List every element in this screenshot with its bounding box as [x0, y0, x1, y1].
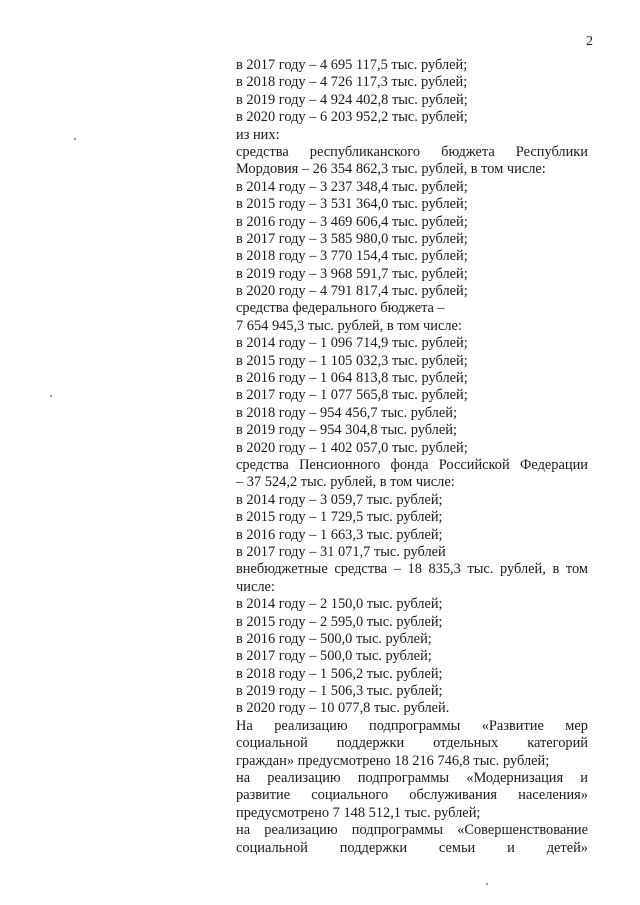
text-line: на реализацию подпрограммы «Совершенствование — [236, 822, 588, 839]
text-line: средства Пенсионного фонда Российской Федерации — [236, 456, 588, 473]
text-line: средства федерального бюджета – — [236, 300, 445, 317]
text-line: в 2015 году – 3 531 364,0 тыс. рублей; — [236, 196, 468, 213]
text-line: в 2016 году – 1 663,3 тыс. рублей; — [236, 526, 443, 543]
text-line: предусмотрено 7 148 512,1 тыс. рублей; — [236, 804, 481, 821]
text-line: в 2018 году – 4 726 117,3 тыс. рублей; — [236, 74, 468, 91]
text-line: на реализацию подпрограммы «Модернизация и — [236, 770, 588, 787]
text-line: в 2017 году – 1 077 565,8 тыс. рублей; — [236, 387, 468, 404]
text-line: Мордовия – 26 354 862,3 тыс. рублей, в том числе: — [236, 161, 546, 178]
text-line: социальной поддержки семьи и детей» — [236, 839, 588, 856]
text-line: – 37 524,2 тыс. рублей, в том числе: — [236, 474, 455, 491]
scan-speck — [74, 138, 76, 140]
text-line: в 2015 году – 1 105 032,3 тыс. рублей; — [236, 352, 468, 369]
text-line: в 2015 году – 2 595,0 тыс. рублей; — [236, 613, 443, 630]
text-line: развитие социального обслуживания населения» — [236, 787, 588, 804]
text-line: в 2017 году – 31 071,7 тыс. рублей — [236, 543, 446, 560]
text-line: в 2014 году – 3 237 348,4 тыс. рублей; — [236, 178, 468, 195]
text-line: в 2017 году – 4 695 117,5 тыс. рублей; — [236, 57, 468, 73]
text-line: в 2018 году – 1 506,2 тыс. рублей; — [236, 665, 443, 682]
text-line: в 2016 году – 3 469 606,4 тыс. рублей; — [236, 213, 468, 230]
text-line: в 2014 году – 1 096 714,9 тыс. рублей; — [236, 335, 468, 352]
text-line: граждан» предусмотрено 18 216 746,8 тыс. рублей; — [236, 752, 550, 769]
text-line: в 2019 году – 4 924 402,8 тыс. рублей; — [236, 91, 468, 108]
text-line: средства республиканского бюджета Республики — [236, 143, 588, 160]
text-line: в 2015 году – 1 729,5 тыс. рублей; — [236, 509, 443, 526]
text-line: в 2018 году – 954 456,7 тыс. рублей; — [236, 404, 457, 421]
text-line: в 2018 году – 3 770 154,4 тыс. рублей; — [236, 248, 468, 265]
text-line: в 2014 году – 2 150,0 тыс. рублей; — [236, 596, 443, 613]
text-line: На реализацию подпрограммы «Развитие мер — [236, 717, 588, 734]
text-line: в 2017 году – 500,0 тыс. рублей; — [236, 648, 432, 665]
text-line: в 2019 году – 954 304,8 тыс. рублей; — [236, 422, 457, 439]
scan-speck — [486, 883, 488, 885]
text-line: в 2020 году – 1 402 057,0 тыс. рублей; — [236, 439, 468, 456]
text-line: в 2016 году – 1 064 813,8 тыс. рублей; — [236, 370, 468, 387]
text-line: в 2017 году – 3 585 980,0 тыс. рублей; — [236, 230, 468, 247]
text-line: числе: — [236, 578, 275, 595]
page-number: 2 — [586, 34, 593, 49]
text-line: в 2019 году – 3 968 591,7 тыс. рублей; — [236, 265, 468, 282]
text-line: в 2016 году – 500,0 тыс. рублей; — [236, 630, 432, 647]
text-line: из них: — [236, 126, 280, 143]
text-line: в 2020 году – 4 791 817,4 тыс. рублей; — [236, 283, 468, 300]
document-body — [236, 57, 588, 857]
text-line: 7 654 945,3 тыс. рублей, в том числе: — [236, 317, 462, 334]
text-line: внебюджетные средства – 18 835,3 тыс. рублей, в том — [236, 561, 588, 578]
text-line: в 2019 году – 1 506,3 тыс. рублей; — [236, 683, 443, 700]
text-line: в 2014 году – 3 059,7 тыс. рублей; — [236, 491, 443, 508]
text-line: в 2020 году – 10 077,8 тыс. рублей. — [236, 700, 450, 717]
text-line: социальной поддержки отдельных категорий — [236, 735, 588, 752]
text-line: в 2020 году – 6 203 952,2 тыс. рублей; — [236, 109, 468, 126]
scan-speck — [50, 395, 52, 397]
